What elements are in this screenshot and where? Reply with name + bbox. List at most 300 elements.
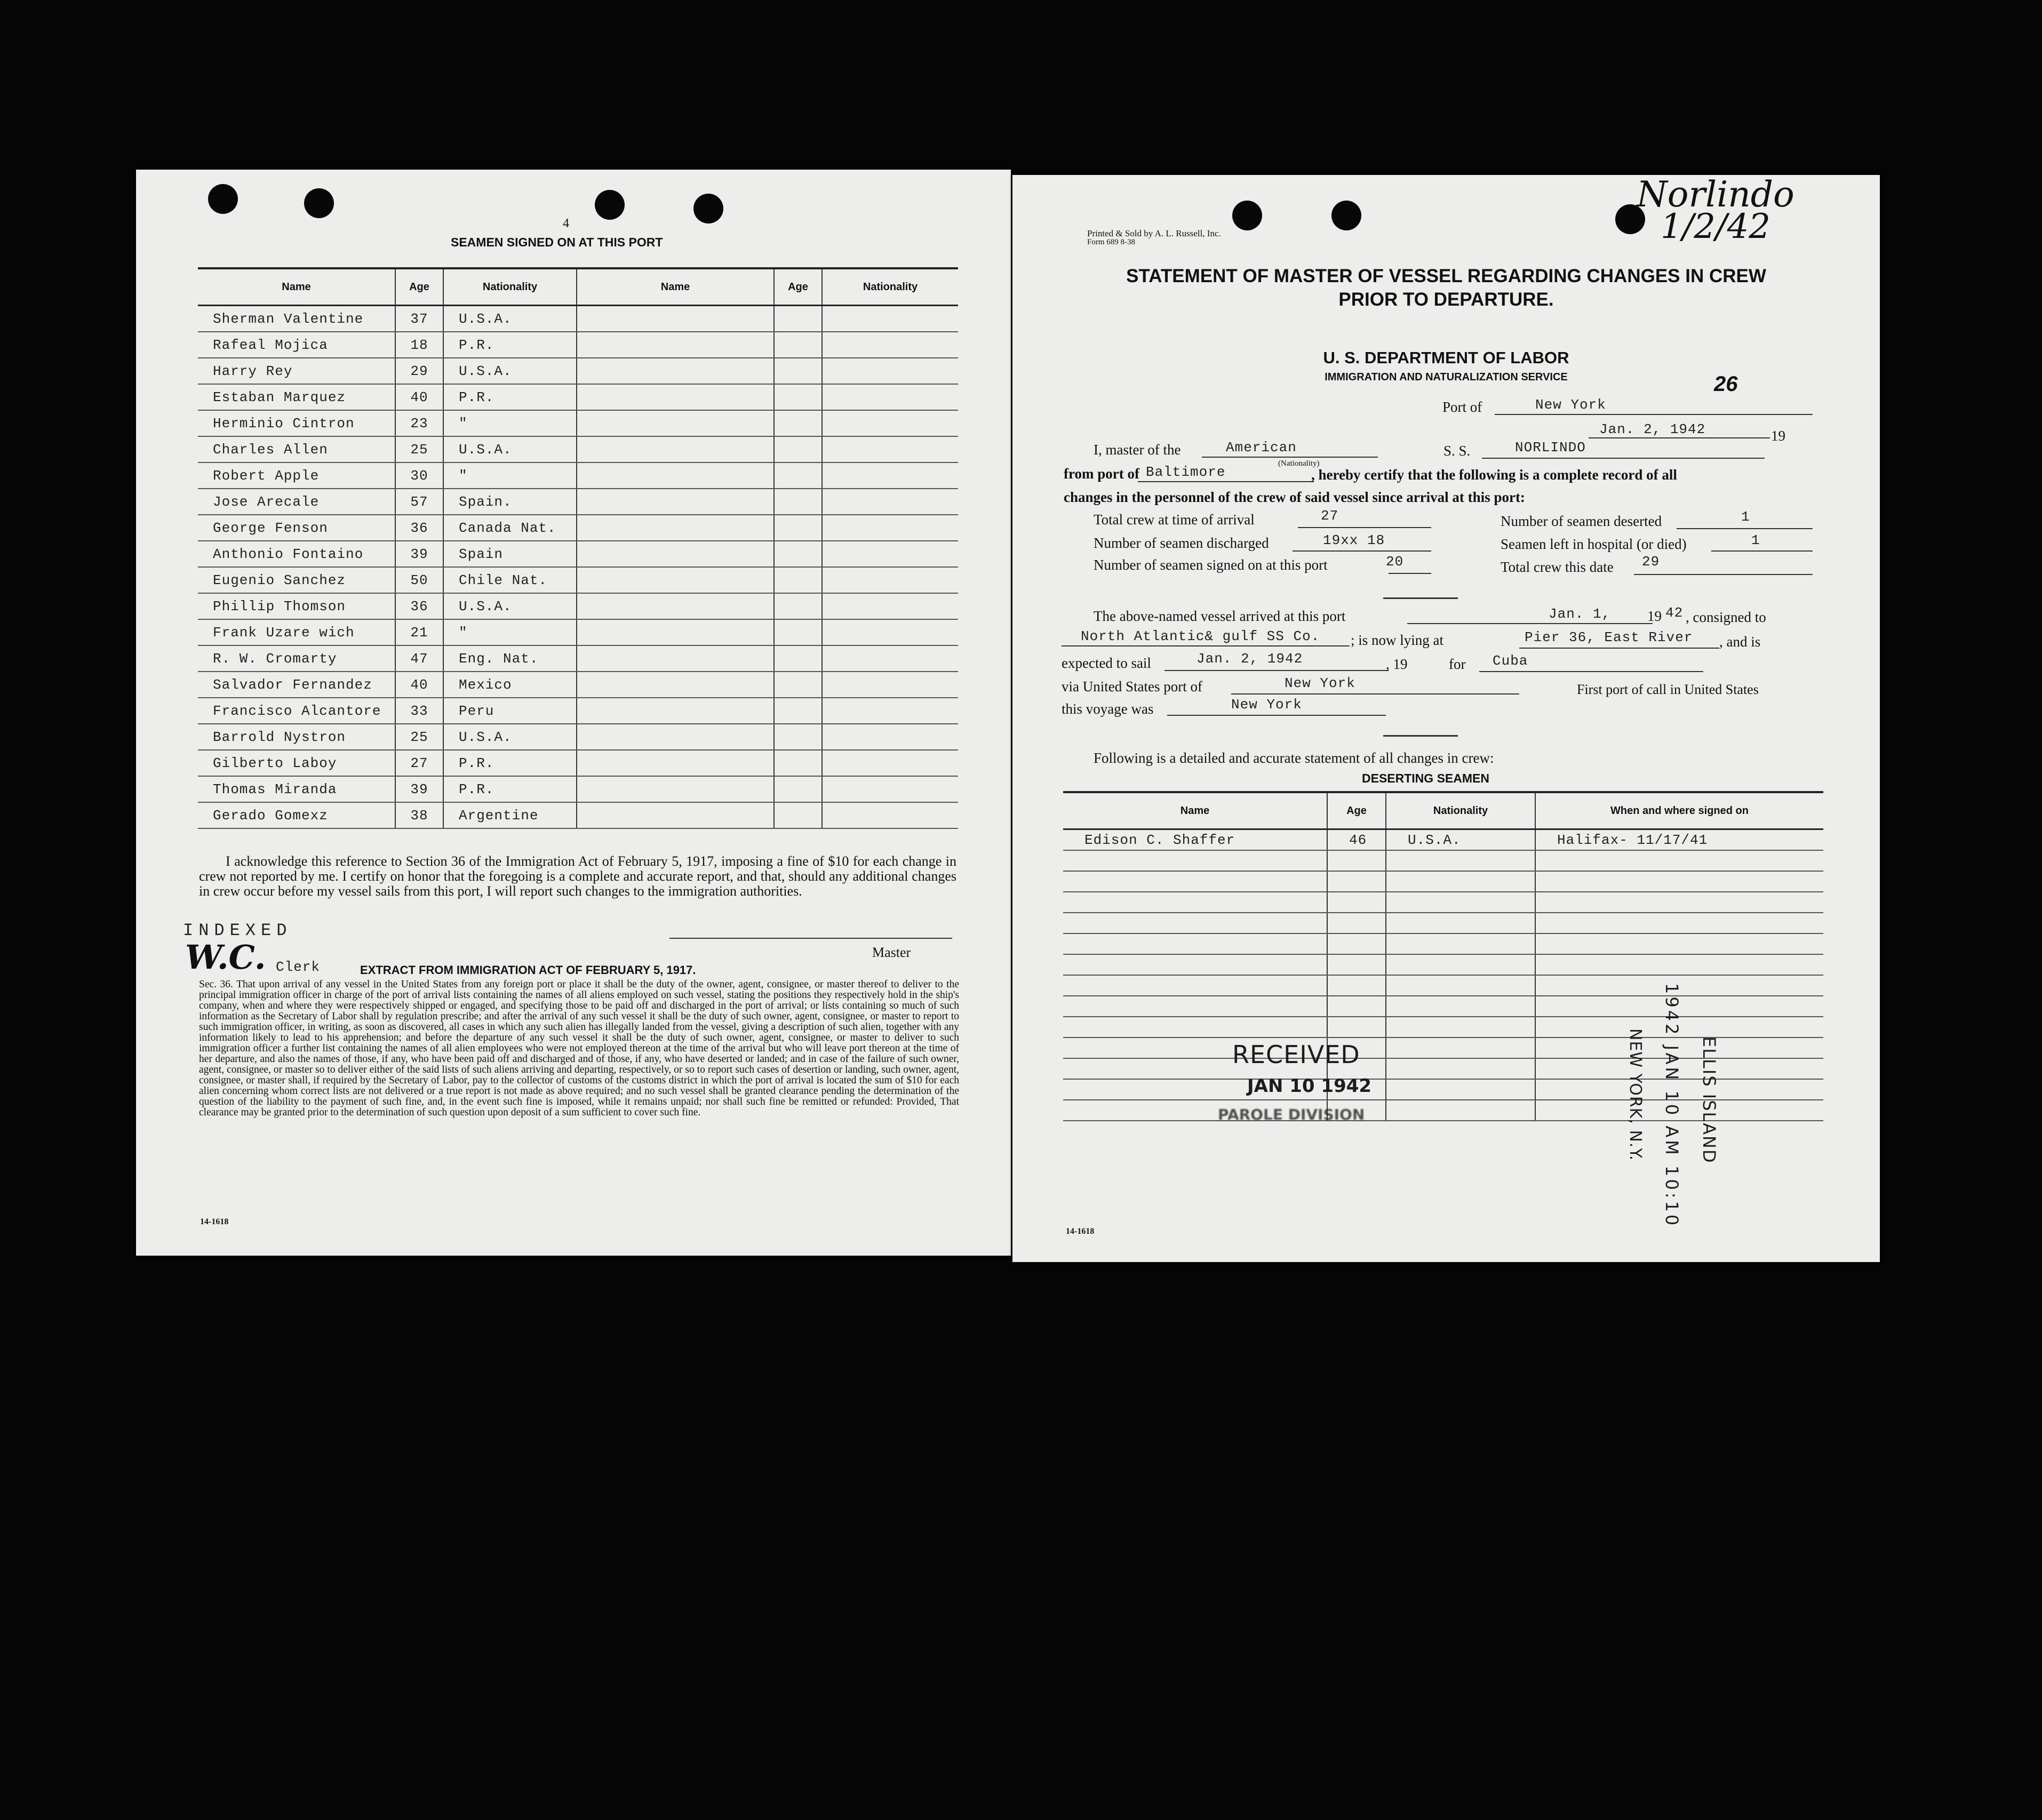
empty-cell [774,384,822,410]
empty-cell [774,436,822,462]
table-row [198,384,958,410]
seaman-name: Thomas Miranda [198,776,395,802]
date-line [1589,437,1770,438]
arrived-year: 42 [1665,605,1684,621]
first-port-line [1167,715,1386,716]
ellis-stamp-date: 1942 JAN 10 AM 10:10 [1662,983,1682,1228]
nationality-value: American [1226,440,1297,456]
seaman-age: 33 [395,698,443,724]
seaman-name: Robert Apple [198,462,395,489]
empty-cell [577,567,774,593]
empty-cell [822,776,958,802]
empty-cell [822,489,958,515]
signed-on-label: Number of seamen signed on at this port [1094,557,1328,573]
seaman-age: 50 [395,567,443,593]
ss-label: S. S. [1443,443,1471,459]
empty-cell [774,541,822,567]
column-header: Age [1327,792,1386,829]
table-row [198,802,958,828]
empty-cell [1327,933,1386,954]
table-header-row [198,268,958,306]
empty-cell [1535,871,1823,892]
following-text: Following is a detailed and accurate statement of all changes in crew: [1094,750,1494,766]
nationality-line [1202,457,1378,458]
port-label: Port of [1442,399,1482,415]
table-row [198,410,958,436]
empty-cell [822,567,958,593]
sheet-number: 26 [1714,372,1738,396]
seaman-nationality: U.S.A. [443,724,577,750]
first-port-value: New York [1231,697,1302,713]
deserted-value: 1 [1741,509,1750,525]
ellis-stamp-location: NEW YORK, N.Y. [1626,1028,1645,1161]
empty-cell [1535,913,1823,933]
empty-cell [774,645,822,672]
empty-cell [822,332,958,358]
empty-cell [774,410,822,436]
column-header: Nationality [1386,792,1535,829]
empty-cell [1063,913,1327,933]
arrived-date-line [1407,623,1653,624]
empty-cell [1535,892,1823,913]
empty-cell [822,802,958,828]
seaman-nationality: U.S.A. [443,358,577,384]
port-value: New York [1535,397,1606,413]
form-number: Form 689 8-38 [1087,238,1135,246]
ellis-stamp-line: ELLIS ISLAND [1699,1036,1719,1164]
seaman-nationality: Canada Nat. [443,515,577,541]
seaman-age: 39 [395,541,443,567]
seaman-name: Francisco Alcantore [198,698,395,724]
discharged-value: 19xx 18 [1323,532,1385,548]
empty-cell [774,750,822,776]
table-row [1063,996,1823,1017]
table-row [198,776,958,802]
master-signature-line [669,938,952,939]
empty-cell [1063,1017,1327,1037]
seaman-age: 47 [395,645,443,672]
form-title-line: STATEMENT OF MASTER OF VESSEL REGARDING CHANGES IN CREW [1126,266,1766,286]
empty-cell [774,462,822,489]
table-row [1063,850,1823,871]
empty-cell [1386,892,1535,913]
seaman-name: Salvador Fernandez [198,672,395,698]
empty-cell [822,436,958,462]
seaman-nationality: P.R. [443,750,577,776]
empty-cell [1063,933,1327,954]
seaman-name: Gilberto Laboy [198,750,395,776]
empty-cell [577,776,774,802]
column-header: Age [774,268,822,306]
seaman-age: 36 [395,593,443,619]
destination-value: Cuba [1493,653,1528,669]
expected-date: Jan. 2, 1942 [1197,651,1303,667]
empty-cell [1535,954,1823,975]
signed-on-value: 20 [1386,554,1404,570]
from-port-line [1138,481,1314,482]
empty-cell [577,593,774,619]
seaman-age: 18 [395,332,443,358]
table-row [1063,892,1823,913]
empty-cell [822,541,958,567]
empty-cell [1386,1100,1535,1121]
empty-cell [1386,996,1535,1017]
deserted-label: Number of seamen deserted [1501,513,1662,529]
column-header: When and where signed on [1535,792,1823,829]
table-row [198,358,958,384]
empty-cell [577,489,774,515]
empty-cell [822,515,958,541]
expected-line [1164,670,1389,671]
seamen-signed-heading: SEAMEN SIGNED ON AT THIS PORT [451,235,663,249]
table-row [1063,913,1823,933]
table-row [198,436,958,462]
empty-cell [822,306,958,332]
table-row [198,332,958,358]
total-crew-arrival-line [1298,527,1431,528]
seaman-name: Frank Uzare wich [198,619,395,645]
seaman-name: Eugenio Sanchez [198,567,395,593]
table-row [198,619,958,645]
empty-cell [774,489,822,515]
empty-cell [774,515,822,541]
table-row [198,306,958,332]
seaman-age: 39 [395,776,443,802]
empty-cell [577,802,774,828]
punch-hole [693,194,723,223]
column-header: Nationality [822,268,958,306]
total-crew-date-label: Total crew this date [1501,559,1614,575]
empty-cell [1327,954,1386,975]
form-title [1012,265,1880,312]
handwritten-ship-name: Norlindo [1637,174,1794,215]
empty-cell [1063,850,1327,871]
vessel-line [1482,458,1765,459]
empty-cell [1386,1017,1535,1037]
acknowledgement-text: I acknowledge this reference to Section 36 of the Immigration Act of February 5, 1917, imposing a fine of $10 for each change in crew not reported by me. I certify on honor that the foregoing is a complete and accurate report, and that, should any additional changes in crew occur before my vessel sails from this port, I will report such changes to the immigration authorities. [199,853,956,899]
empty-cell [774,672,822,698]
column-header: Name [577,268,774,306]
seaman-name: Barrold Nystron [198,724,395,750]
punch-hole [1331,201,1361,230]
empty-cell [577,306,774,332]
hospital-value: 1 [1751,532,1760,548]
indexed-stamp: INDEXED [183,921,292,940]
deserted-line [1677,528,1813,529]
empty-cell [822,410,958,436]
empty-cell [577,384,774,410]
section-divider [1383,735,1458,737]
empty-cell [774,567,822,593]
empty-cell [577,332,774,358]
seaman-age: 36 [395,515,443,541]
column-header: Age [395,268,443,306]
expected-year-label: , 19 [1386,656,1408,672]
seaman-name: Charles Allen [198,436,395,462]
master-of-label: I, master of the [1094,442,1181,458]
total-crew-date-value: 29 [1642,554,1660,570]
table-row [1063,871,1823,892]
certify-text: , hereby certify that the following is a complete record of all [1311,467,1677,483]
total-crew-date-line [1634,574,1813,575]
seaman-nationality: Chile Nat. [443,567,577,593]
form-code: 14-1618 [1066,1227,1095,1236]
empty-cell [1063,996,1327,1017]
empty-cell [1386,871,1535,892]
empty-cell [1327,892,1386,913]
seaman-age: 23 [395,410,443,436]
empty-cell [1386,933,1535,954]
via-line [1231,693,1519,695]
punch-hole [304,188,334,218]
lying-label: ; is now lying at [1351,632,1443,648]
clerk-initials: W.C. [185,938,266,977]
year-label: 19 [1771,428,1785,444]
empty-cell [577,515,774,541]
received-stamp-division: PAROLE DIVISION [1218,1106,1365,1123]
empty-cell [822,724,958,750]
port-line [1495,414,1813,415]
seaman-nationality: Peru [443,698,577,724]
empty-cell [577,462,774,489]
seaman-name: Rafeal Mojica [198,332,395,358]
table-row [198,698,958,724]
seaman-nationality: P.R. [443,384,577,410]
empty-cell [577,672,774,698]
form-code: 14-1618 [200,1217,229,1226]
table-row [1063,1017,1823,1037]
via-label: via United States port of [1062,678,1202,695]
column-header: Name [1063,792,1327,829]
empty-cell [1327,1017,1386,1037]
empty-cell [1386,850,1535,871]
signed-on-line [1389,573,1431,574]
empty-cell [822,358,958,384]
seaman-age: 38 [395,802,443,828]
table-row [198,541,958,567]
seaman-age: 37 [395,306,443,332]
table-header-row [1063,792,1823,829]
printer-line: Printed & Sold by A. L. Russell, Inc. [1087,228,1221,238]
table-row [198,645,958,672]
voyage-label: this voyage was [1062,701,1154,717]
received-stamp-date: JAN 10 1942 [1247,1075,1372,1097]
seaman-name: Estaban Marquez [198,384,395,410]
hospital-line [1711,550,1813,552]
lying-value: Pier 36, East River [1525,629,1693,645]
total-crew-arrival-label: Total crew at time of arrival [1094,512,1255,528]
and-is-text: , and is [1719,634,1761,650]
empty-cell [1535,850,1823,871]
empty-cell [1386,1037,1535,1058]
empty-cell [1063,892,1327,913]
empty-cell [1327,850,1386,871]
seaman-age: 57 [395,489,443,515]
empty-cell [1327,975,1386,996]
empty-cell [1327,871,1386,892]
empty-cell [774,802,822,828]
punch-hole [595,190,625,220]
seaman-age: 25 [395,436,443,462]
empty-cell [1386,1058,1535,1079]
first-port-label: First port of call in United States [1577,682,1759,697]
deserter-age: 46 [1327,829,1386,851]
empty-cell [822,672,958,698]
vessel-name: NORLINDO [1515,440,1586,456]
seaman-name: R. W. Cromarty [198,645,395,672]
deserting-heading: DESERTING SEAMEN [1362,771,1489,785]
table-row [198,489,958,515]
table-row [1063,954,1823,975]
deserter-nationality: U.S.A. [1386,829,1535,851]
seaman-nationality: " [443,619,577,645]
seaman-nationality: U.S.A. [443,436,577,462]
seaman-age: 29 [395,358,443,384]
punch-hole [1232,201,1262,230]
seaman-nationality: Argentine [443,802,577,828]
empty-cell [1063,975,1327,996]
empty-cell [822,750,958,776]
empty-cell [822,619,958,645]
punch-hole [208,184,238,214]
empty-cell [774,776,822,802]
arrived-text: The above-named vessel arrived at this port [1094,608,1346,624]
section-divider [1383,597,1458,599]
empty-cell [774,332,822,358]
empty-cell [1327,996,1386,1017]
empty-cell [577,436,774,462]
consignee-value: North Atlantic& gulf SS Co. [1081,628,1320,644]
empty-cell [1386,975,1535,996]
empty-cell [774,593,822,619]
discharged-label: Number of seamen discharged [1094,535,1269,551]
seaman-name: Sherman Valentine [198,306,395,332]
empty-cell [1535,933,1823,954]
seaman-nationality: " [443,462,577,489]
received-stamp-title: RECEIVED [1232,1040,1360,1069]
table-row [1063,829,1823,851]
seaman-age: 27 [395,750,443,776]
empty-cell [774,698,822,724]
lying-line [1519,648,1719,649]
nationality-caption: (Nationality) [1278,459,1320,468]
table-row [198,462,958,489]
seaman-nationality: Spain [443,541,577,567]
form-title-line: PRIOR TO DEPARTURE. [1338,289,1554,310]
empty-cell [822,462,958,489]
expected-label: expected to sail [1062,655,1151,671]
destination-line [1479,671,1703,672]
empty-cell [822,593,958,619]
from-port-label: from port of [1064,466,1139,482]
seaman-nationality: Spain. [443,489,577,515]
date-value: Jan. 2, 1942 [1599,421,1706,437]
table-row [198,593,958,619]
seaman-age: 21 [395,619,443,645]
seaman-name: Herminio Cintron [198,410,395,436]
empty-cell [577,698,774,724]
seaman-name: Gerado Gomexz [198,802,395,828]
left-page [136,170,1011,1256]
seaman-name: Anthonio Fontaino [198,541,395,567]
seaman-age: 40 [395,384,443,410]
seaman-age: 40 [395,672,443,698]
extract-text: Sec. 36. That upon arrival of any vessel in the United States from any foreign port or place it shall be the duty of the owner, agent, consignee, or master thereof to deliver to the principal immigration officer in charge of the port of arrival lists containing the names of all aliens employed on such vessel, stating the positions they respectively hold in the ship's company, when and where they were respectively shipped or engaged, and specifying those to be paid off and discharged in the port of arrival; or lists containing so much of such information as the Secretary of Labor shall by regulation prescribe; and after the arrival of any such vessel it shall be the duty of such owner, agent, consignee, or master to report to such immigration officer, in writing, as soon as discovered, all cases in which any such alien has illegally landed from the vessel, giving a description of such alien, together with any information likely to lead to his apprehension; and before the departure of any such vessel it shall be the duty of such owner, agent, consignee, or master to deliver to such immigration officer a further list containing the names of all alien employees who were not employed thereon at the time of the arrival but who will leave port thereon at the time of her departure, and also the names of those, if any, who have been paid off and discharged and of those, if any, who have deserted or landed; and in case of the failure of such owner, agent, consignee, or master so to deliver either of the said lists of such aliens arriving and departing, respectively, or so to report such cases of desertion or landing, such owner, agent, consignee, or master shall, if required by the Secretary of Labor, pay to the collector of customs of the customs district in which the port of arrival is located the sum of $10 for each alien concerning whom correct lists are not delivered or a true report is not made as above required; and no such vessel shall be granted clearance pending the determination of the question of the liability to the payment of such fine, and, in the event such fine is imposed, while it remains unpaid; nor shall such fine be remitted or refunded: Provided, That clearance may be granted prior to the determination of such question upon deposit of a sum sufficient to cover such fine. [199,979,959,1118]
table-row [1063,975,1823,996]
consigned-label: , consigned to [1686,609,1766,625]
empty-cell [577,541,774,567]
seaman-nationality: Mexico [443,672,577,698]
empty-cell [1386,954,1535,975]
total-crew-arrival-value: 27 [1321,508,1339,524]
empty-cell [577,619,774,645]
seaman-nationality: P.R. [443,332,577,358]
extract-title: EXTRACT FROM IMMIGRATION ACT OF FEBRUARY 5, 1917. [360,963,696,977]
arrived-year-prefix: 19 [1647,608,1662,624]
deserter-name: Edison C. Shaffer [1063,829,1327,851]
empty-cell [774,619,822,645]
seaman-nationality: P.R. [443,776,577,802]
seaman-nationality: " [443,410,577,436]
seaman-nationality: Eng. Nat. [443,645,577,672]
seaman-age: 25 [395,724,443,750]
page-number: 4 [563,217,569,230]
column-header: Nationality [443,268,577,306]
empty-cell [1063,954,1327,975]
service-name: IMMIGRATION AND NATURALIZATION SERVICE [1325,371,1568,383]
empty-cell [577,724,774,750]
seaman-name: Jose Arecale [198,489,395,515]
empty-cell [1063,871,1327,892]
consignee-line [1062,645,1350,646]
empty-cell [577,750,774,776]
empty-cell [1386,1079,1535,1100]
empty-cell [822,698,958,724]
seaman-age: 30 [395,462,443,489]
discharged-line [1293,550,1431,552]
department-name: U. S. DEPARTMENT OF LABOR [1323,348,1569,367]
empty-cell [1386,913,1535,933]
column-header: Name [198,268,395,306]
table-row [198,672,958,698]
handwritten-date: 1/2/42 [1661,207,1770,246]
deserter-signed-on: Halifax- 11/17/41 [1535,829,1823,851]
seaman-name: Phillip Thomson [198,593,395,619]
empty-cell [577,358,774,384]
table-row [198,515,958,541]
empty-cell [1327,913,1386,933]
seaman-nationality: U.S.A. [443,306,577,332]
empty-cell [774,358,822,384]
for-label: for [1449,656,1466,672]
empty-cell [774,724,822,750]
right-page [1012,175,1880,1262]
arrived-date: Jan. 1, [1549,606,1611,622]
empty-cell [822,645,958,672]
seaman-nationality: U.S.A. [443,593,577,619]
table-row [1063,933,1823,954]
empty-cell [774,306,822,332]
seaman-name: George Fenson [198,515,395,541]
empty-cell [822,384,958,410]
empty-cell [577,645,774,672]
table-row [198,567,958,593]
seaman-name: Harry Rey [198,358,395,384]
clerk-label: Clerk [276,959,321,975]
seamen-signed-table [198,267,958,829]
changes-text: changes in the personnel of the crew of said vessel since arrival at this port: [1064,489,1525,505]
table-row [198,750,958,776]
